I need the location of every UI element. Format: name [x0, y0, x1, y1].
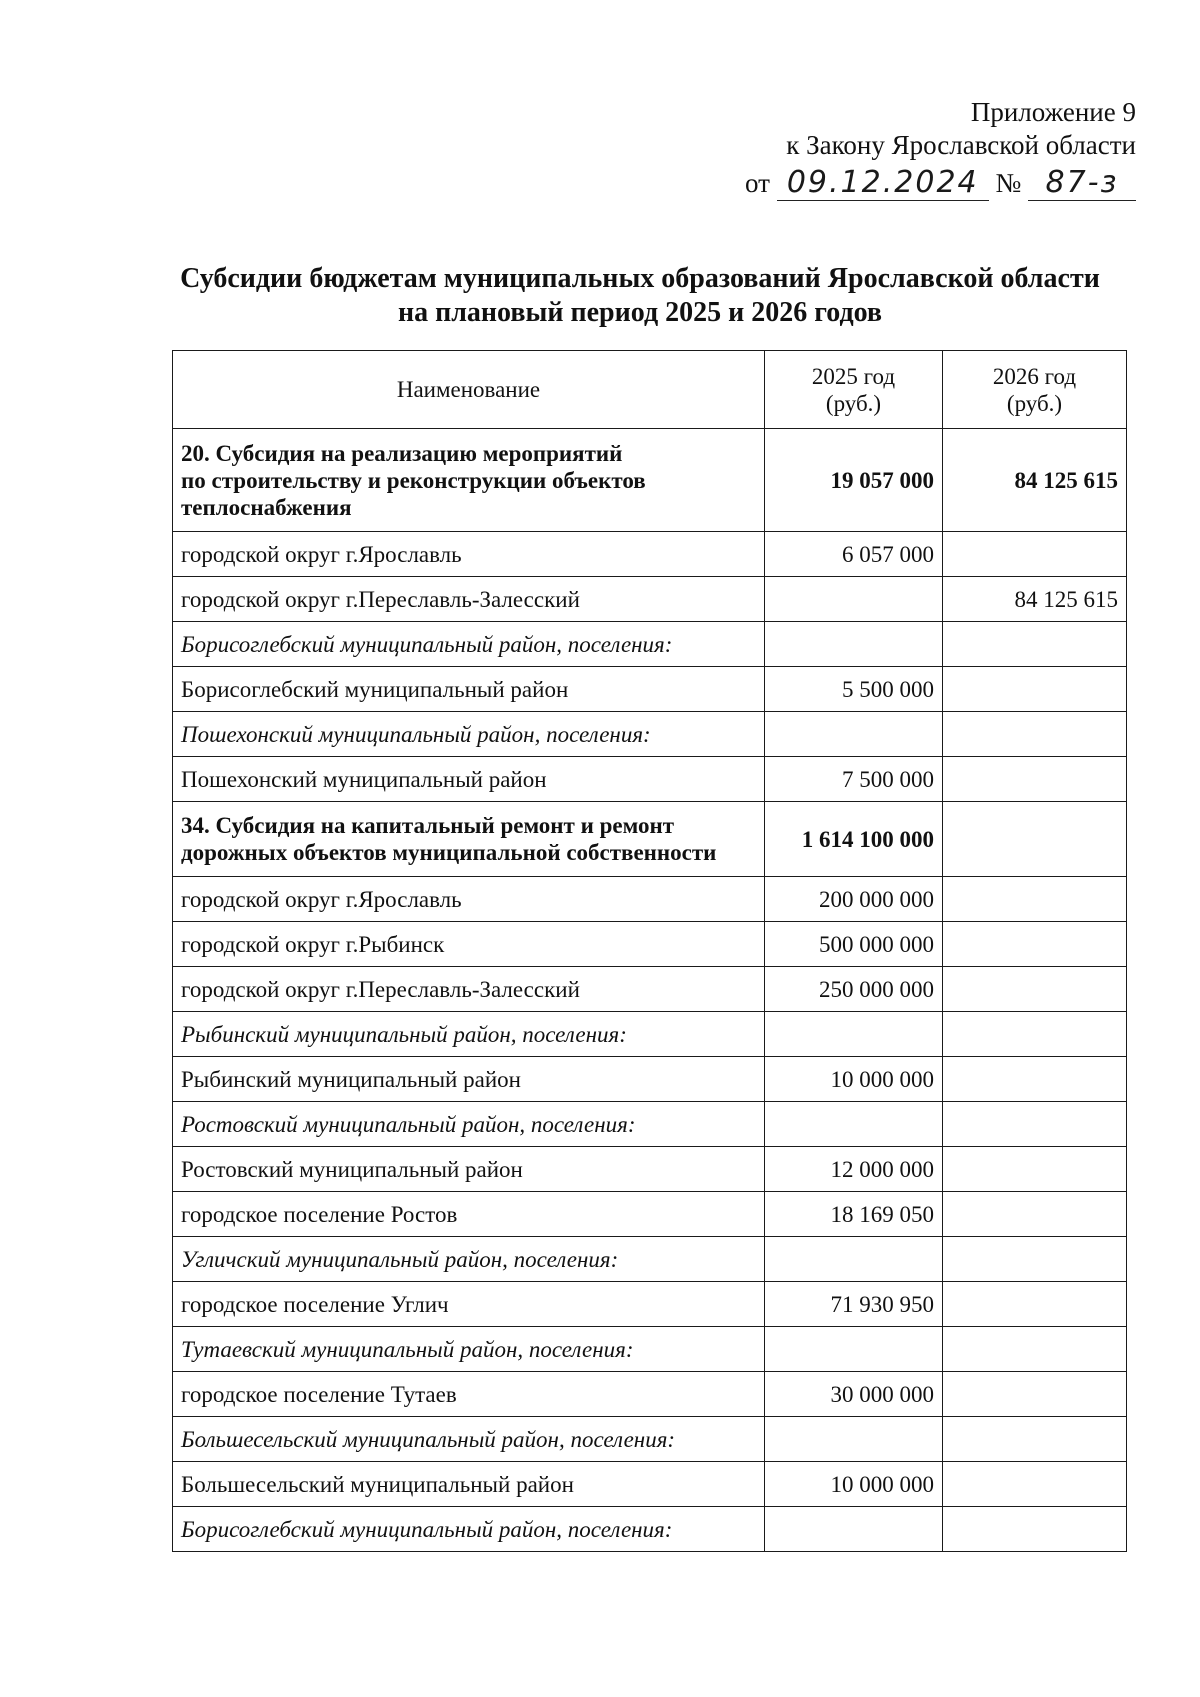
row-2026	[943, 1102, 1127, 1147]
row-name: городской округ г.Переславль-Залесский	[173, 577, 765, 622]
row-name: городской округ г.Переславль-Залесский	[173, 967, 765, 1012]
table-row	[173, 1417, 1127, 1462]
row-2025	[765, 1102, 943, 1147]
appendix-number: Приложение 9	[970, 97, 1136, 127]
table-row	[173, 532, 1127, 577]
row-2026	[943, 1057, 1127, 1102]
table-row	[173, 712, 1127, 757]
table-row	[173, 757, 1127, 802]
section-34-2026	[943, 802, 1127, 877]
row-2026	[943, 1507, 1127, 1552]
header-2026-year: 2026 год	[992, 363, 1077, 389]
row-2025: 500 000 000	[765, 922, 943, 967]
row-2025: 200 000 000	[765, 877, 943, 922]
row-name: Борисоглебский муниципальный район, поселения:	[173, 622, 765, 667]
handwritten-date: 09.12.2024	[777, 166, 989, 201]
row-2026	[943, 622, 1127, 667]
row-name: городское поселение Углич	[173, 1282, 765, 1327]
row-name: городское поселение Тутаев	[173, 1372, 765, 1417]
row-name: Борисоглебский муниципальный район	[173, 667, 765, 712]
subsidies-table	[172, 350, 1127, 1552]
row-2026	[943, 1237, 1127, 1282]
row-name: городской округ г.Ярославль	[173, 532, 765, 577]
header-2025	[765, 351, 943, 429]
row-2025: 250 000 000	[765, 967, 943, 1012]
row-2026	[943, 967, 1127, 1012]
row-2026	[943, 1372, 1127, 1417]
row-2026	[943, 922, 1127, 967]
header-2025-unit: (руб.)	[825, 390, 882, 416]
row-2025	[765, 577, 943, 622]
section-34-name-line-2: дорожных объектов муниципальной собственности	[181, 840, 717, 865]
row-2026	[943, 532, 1127, 577]
row-2025	[765, 1327, 943, 1372]
table-row	[173, 1102, 1127, 1147]
section-34-name	[173, 802, 765, 877]
section-20-name-line-2: по строительству и реконструкции объектов	[181, 467, 646, 493]
row-2025: 18 169 050	[765, 1192, 943, 1237]
header-2026-unit: (руб.)	[1006, 390, 1063, 416]
row-2026: 84 125 615	[943, 577, 1127, 622]
row-2025	[765, 712, 943, 757]
section-20-name-line-3: теплоснабжения	[181, 494, 352, 520]
row-2026	[943, 1012, 1127, 1057]
table-row	[173, 1372, 1127, 1417]
section-20-2026: 84 125 615	[943, 429, 1127, 532]
row-2026	[943, 1282, 1127, 1327]
header-2026	[943, 351, 1127, 429]
table-row	[173, 577, 1127, 622]
row-2026	[943, 757, 1127, 802]
table-row	[173, 1012, 1127, 1057]
row-2026	[943, 1462, 1127, 1507]
table-header-row	[173, 351, 1127, 429]
section-20-2025: 19 057 000	[765, 429, 943, 532]
row-name: Большесельский муниципальный район, поселения:	[173, 1417, 765, 1462]
section-20-row	[173, 429, 1127, 532]
row-2026	[943, 712, 1127, 757]
appendix-date-number-line	[745, 166, 1136, 201]
table-row	[173, 1237, 1127, 1282]
row-2025: 5 500 000	[765, 667, 943, 712]
table-row	[173, 1282, 1127, 1327]
table-row	[173, 1327, 1127, 1372]
row-name: Большесельский муниципальный район	[173, 1462, 765, 1507]
number-sign: №	[995, 168, 1022, 198]
title-line-1: Субсидии бюджетам муниципальных образований Ярославской области	[180, 263, 1100, 294]
row-2025: 10 000 000	[765, 1057, 943, 1102]
table-row	[173, 622, 1127, 667]
row-name: Угличский муниципальный район, поселения:	[173, 1237, 765, 1282]
row-name: Ростовский муниципальный район	[173, 1147, 765, 1192]
row-2025: 71 930 950	[765, 1282, 943, 1327]
row-2025: 12 000 000	[765, 1147, 943, 1192]
row-2026	[943, 1192, 1127, 1237]
row-2026	[943, 1417, 1127, 1462]
row-name: Борисоглебский муниципальный район, поселения:	[173, 1507, 765, 1552]
row-name: Пошехонский муниципальный район, поселения:	[173, 712, 765, 757]
row-2025: 6 057 000	[765, 532, 943, 577]
section-20-name-line-1: 20. Субсидия на реализацию мероприятий	[181, 440, 623, 466]
handwritten-number: 87-з	[1028, 166, 1136, 201]
row-2025	[765, 622, 943, 667]
row-name: городское поселение Ростов	[173, 1192, 765, 1237]
table-row	[173, 922, 1127, 967]
row-2026	[943, 667, 1127, 712]
header-name: Наименование	[173, 351, 765, 429]
row-name: Пошехонский муниципальный район	[173, 757, 765, 802]
table-row	[173, 1507, 1127, 1552]
table-row	[173, 1462, 1127, 1507]
row-2026	[943, 1147, 1127, 1192]
appendix-header	[745, 96, 1136, 201]
row-2025: 30 000 000	[765, 1372, 943, 1417]
section-34-row	[173, 802, 1127, 877]
row-name: городской округ г.Ярославль	[173, 877, 765, 922]
section-34-name-line-1: 34. Субсидия на капитальный ремонт и ремонт	[181, 813, 675, 838]
table-row	[173, 1192, 1127, 1237]
row-2025: 10 000 000	[765, 1462, 943, 1507]
row-2026	[943, 877, 1127, 922]
document-title	[120, 262, 1160, 330]
row-name: Тутаевский муниципальный район, поселения:	[173, 1327, 765, 1372]
row-name: городской округ г.Рыбинск	[173, 922, 765, 967]
row-2025	[765, 1012, 943, 1057]
section-20-name	[173, 429, 765, 532]
row-2025	[765, 1417, 943, 1462]
table-row	[173, 1147, 1127, 1192]
row-2026	[943, 1327, 1127, 1372]
table-row	[173, 967, 1127, 1012]
row-name: Рыбинский муниципальный район, поселения:	[173, 1012, 765, 1057]
row-name: Рыбинский муниципальный район	[173, 1057, 765, 1102]
section-34-2025: 1 614 100 000	[765, 802, 943, 877]
table-row	[173, 1057, 1127, 1102]
row-2025: 7 500 000	[765, 757, 943, 802]
title-line-2: на плановый период 2025 и 2026 годов	[397, 297, 883, 328]
appendix-law-reference: к Закону Ярославской области	[786, 130, 1136, 160]
row-2025	[765, 1237, 943, 1282]
header-2025-year: 2025 год	[811, 363, 896, 389]
date-prefix: от	[745, 168, 770, 198]
row-name: Ростовский муниципальный район, поселения:	[173, 1102, 765, 1147]
row-2025	[765, 1507, 943, 1552]
table-row	[173, 877, 1127, 922]
table-row	[173, 667, 1127, 712]
